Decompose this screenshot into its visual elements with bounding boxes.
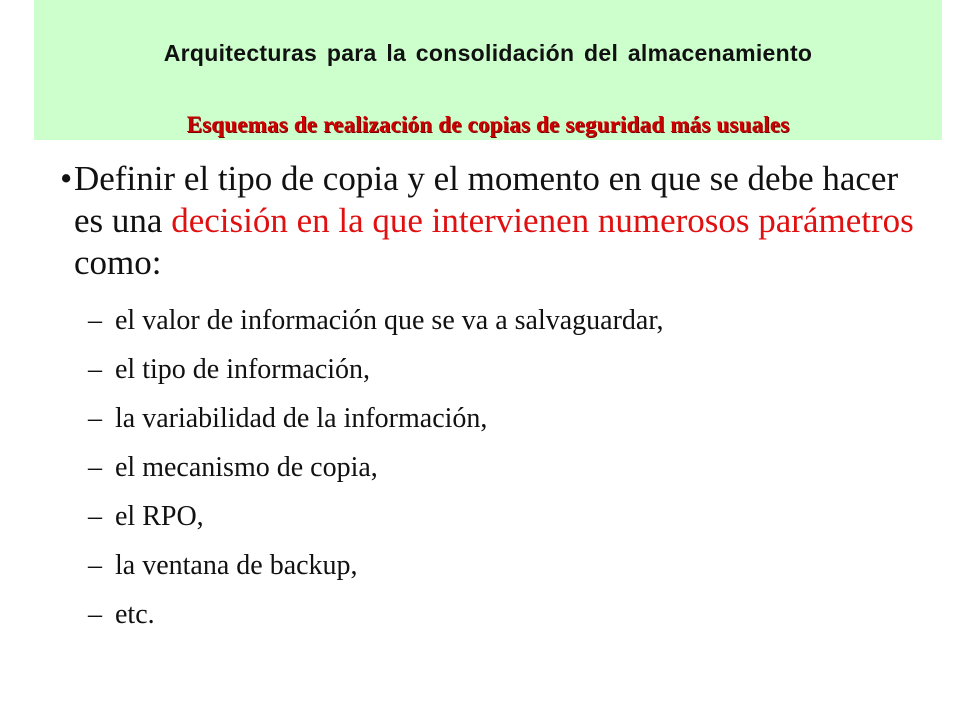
bullet-dot: • bbox=[60, 159, 73, 198]
list-item bbox=[60, 296, 920, 345]
list-item-text: el valor de información que se va a salvaguardar, bbox=[115, 305, 664, 336]
list-item-text: el mecanismo de copia, bbox=[115, 452, 378, 483]
dash-marker: – bbox=[88, 599, 102, 630]
list-item-text: el tipo de información, bbox=[115, 354, 371, 385]
list-item bbox=[60, 345, 920, 394]
list-item bbox=[60, 492, 920, 541]
dash-marker: – bbox=[88, 501, 102, 532]
dash-marker: – bbox=[88, 305, 102, 336]
slide-content bbox=[60, 158, 920, 639]
dash-marker: – bbox=[88, 403, 102, 434]
list-item bbox=[60, 394, 920, 443]
dash-marker: – bbox=[88, 354, 102, 385]
list-item-text: el RPO, bbox=[115, 501, 204, 532]
bullet-text-end: como: bbox=[74, 243, 162, 282]
list-item bbox=[60, 443, 920, 492]
main-bullet bbox=[60, 158, 920, 284]
list-item-text: etc. bbox=[115, 599, 155, 630]
list-item-text: la ventana de backup, bbox=[115, 550, 358, 581]
main-bullet-text bbox=[74, 158, 920, 284]
parameter-list bbox=[60, 296, 920, 639]
dash-marker: – bbox=[88, 550, 102, 581]
bullet-text-highlight: decisión en la que intervienen numerosos parámetros bbox=[171, 201, 914, 240]
dash-marker: – bbox=[88, 452, 102, 483]
slide-title: Arquitecturas para la consolidación del almacenamiento bbox=[163, 40, 813, 66]
list-item bbox=[60, 541, 920, 590]
slide-subtitle: Esquemas de realización de copias de seguridad más usuales bbox=[186, 112, 790, 137]
list-item bbox=[60, 590, 920, 639]
bullet-text-start: Definir el tipo de copia y el momento en que se debe hacer es una bbox=[74, 159, 899, 240]
list-item-text: la variabilidad de la información, bbox=[115, 403, 488, 434]
